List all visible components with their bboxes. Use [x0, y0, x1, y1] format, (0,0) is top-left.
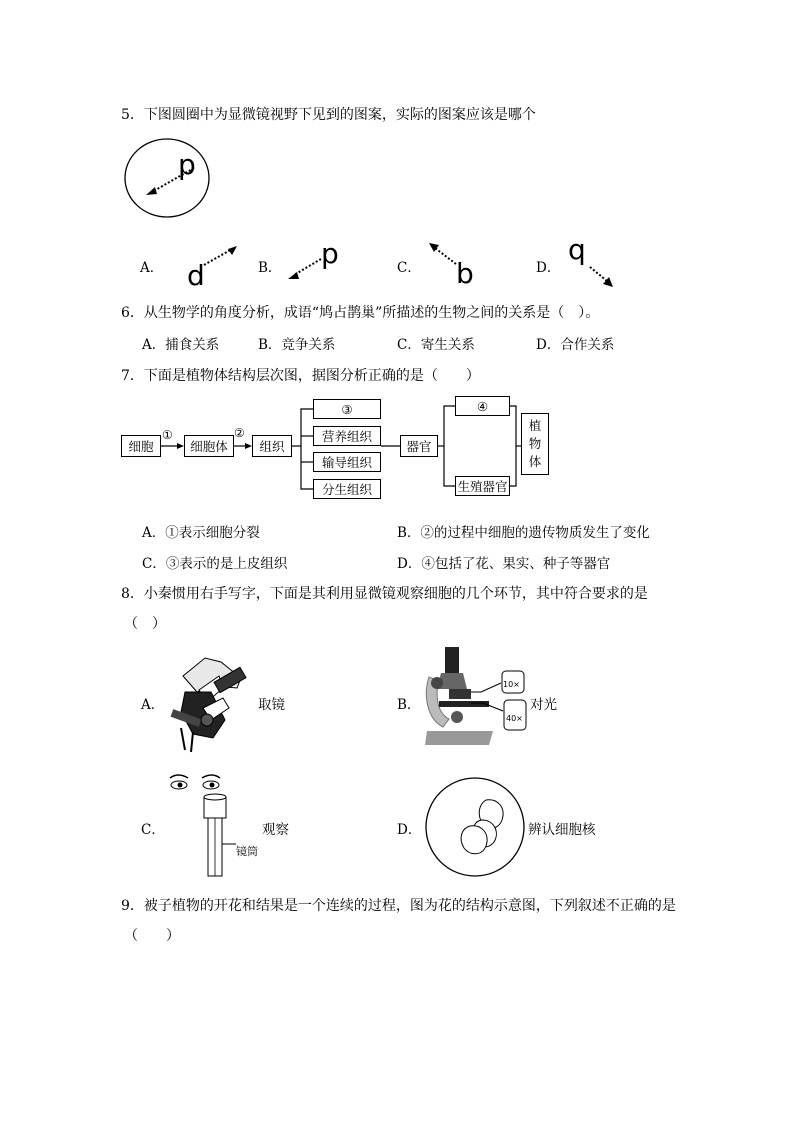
meristem-tissue-box: 分生组织	[313, 479, 381, 499]
tissue-3-box: ③	[313, 399, 381, 419]
q6-option-b[interactable]: B．竞争关系	[258, 337, 336, 353]
tissue-box: 组织	[252, 435, 292, 457]
step-2-label: ②	[234, 426, 245, 440]
q5-option-a-letter: d	[187, 259, 205, 292]
observation-illustration	[166, 770, 246, 878]
q5-option-c-label[interactable]: C．	[397, 260, 421, 276]
tube-label: 镜筒	[236, 845, 258, 858]
field-letter: p	[178, 148, 196, 181]
q8-option-a-label[interactable]: A．	[141, 697, 165, 713]
plant-char-2: 物	[528, 436, 542, 451]
cell-field-illustration	[424, 776, 526, 878]
q5-option-c-letter: b	[456, 257, 474, 290]
question-7-stem: 7．下面是植物体结构层次图，据图分析正确的是（ ）	[121, 368, 480, 384]
microscope-illustration	[423, 645, 533, 747]
q8-option-d-label[interactable]: D．	[397, 822, 422, 838]
q8-option-c-label[interactable]: C．	[141, 822, 165, 838]
question-6-stem: 6．从生物学的角度分析，成语“鸠占鹊巢”所描述的生物之间的关系是（ ）。	[121, 305, 600, 321]
diagram-connectors	[0, 0, 794, 520]
q7-option-d[interactable]: D．④包括了花、果实、种子等器官	[397, 556, 611, 572]
q5-option-d-label[interactable]: D．	[536, 260, 561, 276]
plant-char-3: 体	[528, 454, 542, 469]
q8-option-a-caption: 取镜	[258, 697, 285, 713]
step-1-label: ①	[162, 428, 173, 442]
organ-box: 器官	[400, 435, 438, 457]
q8-option-b-caption: 对光	[530, 697, 557, 713]
lens-40x-label: 40×	[506, 714, 523, 723]
nutrient-tissue-box: 营养组织	[313, 426, 381, 446]
q6-option-a[interactable]: A．捕食关系	[142, 337, 220, 353]
q8-option-b-label[interactable]: B．	[397, 697, 421, 713]
question-8-stem-paren: （ ）	[124, 616, 166, 632]
q5-option-a-label[interactable]: A．	[140, 260, 164, 276]
q5-option-b-letter: p	[321, 237, 339, 270]
q8-option-c-caption: 观察	[262, 822, 289, 838]
lens-10x-label: 10×	[503, 680, 520, 689]
q7-option-b[interactable]: B．②的过程中细胞的遗传物质发生了变化	[397, 525, 650, 541]
q6-option-d[interactable]: D．合作关系	[536, 337, 615, 353]
plant-body-box	[521, 413, 549, 475]
plant-char-1: 植	[528, 418, 542, 433]
organ-4-box: ④	[455, 396, 510, 416]
cell-body-box: 细胞体	[184, 435, 234, 457]
q5-option-b-label[interactable]: B．	[258, 260, 282, 276]
question-5-stem: 5．下图圆圈中为显微镜视野下见到的图案，实际的图案应该是哪个	[121, 107, 536, 123]
q7-option-a[interactable]: A．①表示细胞分裂	[142, 525, 260, 541]
question-8-stem: 8．小秦惯用右手写字，下面是其利用显微镜观察细胞的几个环节，其中符合要求的是	[121, 586, 648, 602]
question-9-stem: 9．被子植物的开花和结果是一个连续的过程，图为花的结构示意图，下列叙述不正确的是	[121, 898, 676, 914]
conducting-tissue-box: 输导组织	[313, 452, 381, 472]
microscope-grip-illustration	[163, 648, 255, 754]
q8-option-d-caption: 辨认细胞核	[528, 822, 596, 838]
q6-option-c[interactable]: C．寄生关系	[397, 337, 475, 353]
question-9-stem-paren: （ ）	[124, 928, 180, 944]
reproductive-organ-box: 生殖器官	[455, 476, 510, 496]
q5-option-d-letter: q	[568, 233, 586, 266]
q7-option-c[interactable]: C．③表示的是上皮组织	[142, 556, 288, 572]
cell-box: 细胞	[121, 435, 161, 457]
